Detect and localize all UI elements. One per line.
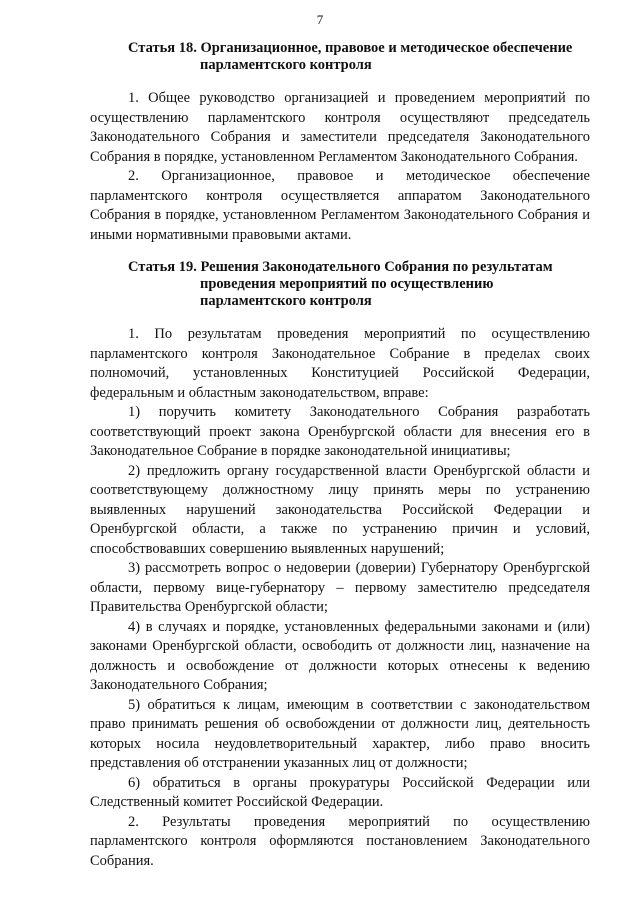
article-19-item-6: 6) обратиться в органы прокуратуры Российской Федерации или Следственный комитет Российской Федерации. [90, 774, 590, 810]
article-18-title-line2: парламентского контроля [200, 57, 372, 73]
article-19-title-line1: Статья 19. Решения Законодательного Собрания по результатам [128, 259, 553, 275]
article-19-item-3: 3) рассмотреть вопрос о недоверии (доверии) Губернатору Оренбургской области, первому вице-губернатору – первому заместителю председателя Правительства Оренбургской области; [90, 560, 590, 615]
article-19-title-line2: проведения мероприятий по осуществлению [200, 276, 494, 292]
article-19-title-line3: парламентского контроля [200, 293, 372, 309]
article-18-heading [90, 40, 590, 74]
article-18-paragraph-1: 1. Общее руководство организацией и проведением мероприятий по осуществлению парламентского контроля осуществляют председатель Законодательного Собрания и заместители председателя Законодательного Собрания в порядке, установленном Регламентом Законодательного Собрания. [90, 90, 590, 165]
article-18-paragraph-2: 2. Организационное, правовое и методическое обеспечение парламентского контроля осуществляется аппаратом Законодательного Собрания в порядке, установленном Регламентом Законодательного Собрания и иными нормативными правовыми актами. [90, 168, 590, 243]
article-19-item-1: 1) поручить комитету Законодательного Собрания разработать соответствующий проект закона Оренбургской области для внесения его в Законодательное Собрание в порядке законодательной инициативы; [90, 404, 590, 459]
article-19-heading [90, 259, 590, 310]
article-18-title-line1: Статья 18. Организационное, правовое и методическое обеспечение [128, 40, 573, 56]
article-19-paragraph-1: 1. По результатам проведения мероприятий по осуществлению парламентского контроля Законодательное Собрание в пределах своих полномочий, установленных Конституцией Российской Федерации, федеральным и областным законодательством, вправе: [90, 326, 590, 401]
document-body [90, 40, 590, 871]
article-19-item-4: 4) в случаях и порядке, установленных федеральными законами и (или) законами Оренбургской области, освободить от должности лиц, назначение на должность и освобождение от должности которых отнесены к ведению Законодательного Собрания; [90, 618, 590, 693]
article-19-paragraph-2: 2. Результаты проведения мероприятий по осуществлению парламентского контроля оформляются постановлением Законодательного Собрания. [90, 813, 590, 869]
page-number: 7 [316, 12, 324, 27]
article-19-item-2: 2) предложить органу государственной власти Оренбургской области и соответствующему должностному лицу принять меры по устранению выявленных нарушений законодательства Российской Федерации и Оренбургской области, а также по устранению причин и условий, способствовавших совершению выявленных нарушений; [90, 462, 590, 557]
article-19-item-5: 5) обратиться к лицам, имеющим в соответствии с законодательством право принимать решения об освобождении от должности лиц, деятельность которых носила неудовлетворительный характер, либо право вносить представления об отстранении указанных лиц от должности; [90, 696, 590, 771]
